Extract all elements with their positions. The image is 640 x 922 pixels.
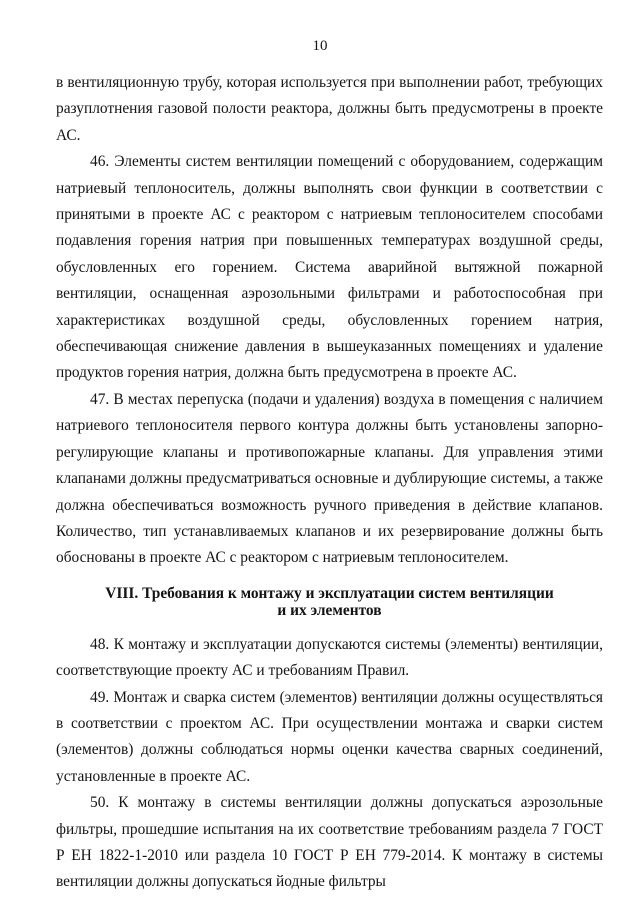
section-heading: [56, 585, 603, 619]
paragraph-48: 48. К монтажу и эксплуатации допускаются системы (элементы) вентиляции, соответствующие проекту АС и требованиям Правил.: [56, 635, 603, 680]
section-heading-line-1: VIII. Требования к монтажу и эксплуатации систем вентиляции: [105, 584, 554, 602]
paragraph-continuation: в вентиляционную трубу, которая используется при выполнении работ, требующих разуплотнения газовой полости реактора, должны быть предусмотрены в проекте АС.: [56, 74, 603, 144]
paragraph-47: 47. В местах перепуска (подачи и удаления) воздуха в помещения с наличием натриевого теплоносителя первого контура должны быть установлены запорно-регулирующие клапаны и противопожарные клапаны. Для управления этими клапанами должны предусматриваться основные и дублирующие системы, а также должна обеспечиваться возможность ручного приведения в действие клапанов. Количество, тип устанавливаемых клапанов и их резервирование должны быть обоснованы в проекте АС с реактором с натриевым теплоносителем.: [56, 390, 603, 567]
paragraph-46: 46. Элементы систем вентиляции помещений с оборудованием, содержащим натриевый теплоноситель, должны выполнять свои функции в соответствии с принятыми в проекте АС с реактором с натриевым теплоносителем способами подавления горения натрия при повышенных температурах воздушной среды, обусловленных его горением. Система аварийной вытяжной пожарной вентиляции, оснащенная аэрозольными фильтрами и работоспособная при характеристиках воздушной среды, обусловленных горением натрия, обеспечивающая снижение давления в вышеуказанных помещениях и удаление продуктов горения натрия, должна быть предусмотрена в проекте АС.: [56, 153, 603, 382]
paragraph-50: 50. К монтажу в системы вентиляции должны допускаться аэрозольные фильтры, прошедшие испытания на их соответствие требованиям раздела 7 ГОСТ Р ЕН 1822-1-2010 или раздела 10 ГОСТ Р ЕН 779-2014. К монтажу в системы вентиляции должны допускаться йодные фильтры: [56, 794, 603, 891]
page-number: 10: [312, 38, 328, 54]
section-heading-line-2: и их элементов: [277, 601, 382, 619]
paragraph-49: 49. Монтаж и сварка систем (элементов) вентиляции должны осуществляться в соответствии с проектом АС. При осуществлении монтажа и сварки систем (элементов) должны соблюдаться нормы оценки качества сварных соединений, установленные в проекте АС.: [56, 688, 603, 785]
document-body: [56, 70, 603, 896]
